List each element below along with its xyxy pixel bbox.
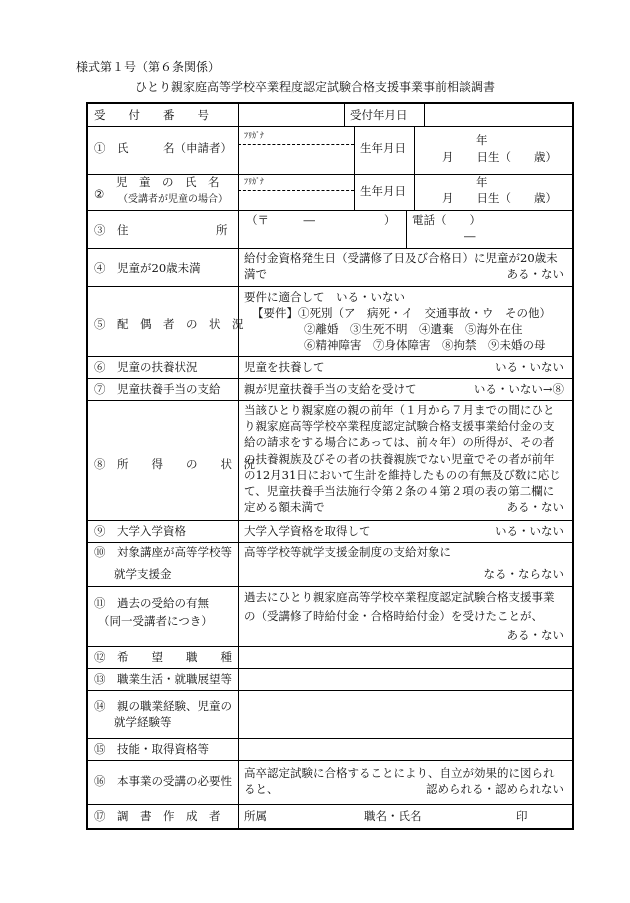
spouse-requirements-line3: ②離婚 ③生死不明 ④遺棄 ⑤海外在住 — [304, 322, 523, 336]
past-line1: 過去にひとり親家庭高等学校卒業程度認定試験合格支援事業 — [244, 590, 555, 604]
applicant-furigana-label: ﾌﾘｶﾞﾅ — [244, 131, 264, 140]
child-divider-2 — [414, 174, 415, 210]
child-age-answer: ある・ない — [506, 267, 564, 281]
child-name-note: （受講者が児童の場合） — [118, 194, 228, 205]
support-text: 児童を扶養して — [244, 360, 325, 374]
past-receipt-label: ⑪ 過去の受給の有無 — [94, 596, 209, 610]
row-divider — [88, 126, 572, 127]
allowance-answer: いる・いない→⑧ — [473, 382, 564, 396]
skills-label: ⑮ 技能・取得資格等 — [94, 742, 209, 756]
past-line2: の（受講修了時給付金・合格時給付金）を受けたことが、 — [244, 609, 543, 623]
child-furigana-label: ﾌﾘｶﾞﾅ — [244, 177, 264, 186]
allowance-text: 親が児童扶養手当の支給を受けて — [244, 382, 417, 396]
row-divider — [88, 520, 572, 521]
past-answer: ある・ない — [506, 628, 564, 642]
address-divider — [406, 210, 407, 248]
support-answer: いる・いない — [495, 360, 564, 374]
address-label-end: 所 — [216, 223, 228, 237]
support-status-label: ⑥ 児童の扶養状況 — [94, 360, 198, 374]
child-month-day: 月 日生（ 歳） — [442, 191, 557, 205]
reception-date-label: 受付年月日 — [350, 108, 408, 122]
income-line: て、児童扶養手当法施行令第２条の４第２項の表の第二欄に — [244, 484, 555, 499]
university-text: 大学入学資格を取得して — [244, 524, 371, 538]
course-label-line2: 就学支援金 — [114, 567, 172, 581]
applicant-dob-label: 生年月日 — [360, 141, 406, 155]
experience-label-line2: 就学経験等 — [114, 715, 172, 729]
author-title-name: 職名・氏名 — [364, 809, 422, 823]
row-divider — [88, 210, 572, 211]
row-divider — [88, 668, 572, 669]
furigana-dashed-line — [238, 190, 354, 191]
allowance-label: ⑦ 児童扶養手当の支給 — [94, 382, 221, 396]
row-divider — [88, 738, 572, 739]
applicant-month-day: 月 日生（ 歳） — [442, 150, 557, 164]
income-line: の12月31日において生計を維持したものの有無及び数に応じ — [244, 467, 561, 482]
university-label: ⑨ 大学入学資格 — [94, 524, 186, 538]
form-number: 様式第１号（第６条関係） — [76, 60, 221, 74]
row-divider — [88, 378, 572, 379]
document-title: ひとり親家庭高等学校卒業程度認定試験合格支援事業事前相談調書 — [134, 80, 495, 94]
applicant-divider-2 — [414, 126, 415, 174]
income-line: 給の請求をする場合にあっては、前々年）の所得が、その者 — [244, 435, 555, 450]
child-name-label: 児 童 の 氏 名 — [116, 175, 220, 189]
course-text: 高等学校等就学支援金制度の支給対象に — [244, 545, 451, 559]
child-age-line1: 給付金資格発生日（受講修了日及び合格日）に児童が20歳未 — [244, 251, 558, 265]
income-answer: ある・ない — [506, 500, 564, 514]
income-line: の扶養親族及びその者の扶養親族でない児童でその者が前年 — [244, 451, 555, 466]
necessity-line2: ると、 — [244, 782, 279, 796]
child-age-label: ④ 児童が20歳未満 — [94, 261, 201, 275]
postal-code-field: （〒 ― ） — [246, 213, 396, 227]
university-answer: いる・いない — [495, 524, 564, 538]
row-divider — [88, 760, 572, 761]
author-affiliation: 所属 — [244, 809, 267, 823]
row-divider — [88, 690, 572, 691]
child-divider-1 — [354, 174, 355, 210]
experience-label: ⑭ 親の職業経験、児童の — [94, 699, 232, 713]
spouse-line1: 要件に適合して いる・いない — [244, 290, 405, 304]
necessity-label: ⑯ 本事業の受講の必要性 — [94, 774, 232, 788]
course-label: ⑩ 対象講座が高等学校等 — [94, 545, 232, 559]
applicant-divider-1 — [354, 126, 355, 174]
past-receipt-note: （同一受講者につき） — [98, 614, 213, 628]
row-divider — [88, 542, 572, 543]
spouse-requirements: 【要件】①死別（ア 病死・イ 交通事故・ウ その他） — [252, 306, 551, 320]
consultation-form — [86, 102, 574, 830]
author-seal: 印 — [516, 809, 528, 823]
child-year: 年 — [476, 175, 488, 189]
income-line: 定める額未満で — [244, 500, 325, 515]
row-divider — [88, 286, 572, 287]
income-line: り親家庭高等学校卒業程度認定試験合格支援事業給付金の支 — [244, 419, 555, 434]
row-divider — [88, 356, 572, 357]
phone-field: 電話（ ） — [412, 213, 481, 227]
reception-divider-1 — [344, 104, 345, 126]
income-line: 当該ひとり親家庭の親の前年（１月から７月までの間にひと — [244, 403, 555, 417]
author-label: ⑰ 調 書 作 成 者 — [94, 809, 221, 823]
applicant-name-label: ① 氏 名（申請者） — [94, 141, 232, 155]
income-status-label: ⑧ 所 得 の 状 況 — [94, 457, 255, 471]
spouse-status-label: ⑤ 配 偶 者 の 状 況 — [94, 317, 244, 331]
furigana-dashed-line — [238, 144, 354, 145]
child-age-line2: 満で — [244, 267, 267, 281]
reception-divider-2 — [424, 104, 425, 126]
address-label: ③ 住 — [94, 223, 129, 237]
row-divider — [88, 248, 572, 249]
phone-dash: ― — [464, 229, 476, 243]
course-answer: なる・ならない — [483, 567, 564, 581]
row-divider — [88, 400, 572, 401]
career-outlook-label: ⑬ 職業生活・就職展望等 — [94, 672, 232, 686]
child-number: ② — [94, 187, 105, 201]
row-divider — [88, 646, 572, 647]
necessity-answer: 認められる・認められない — [426, 782, 564, 796]
applicant-year: 年 — [476, 133, 488, 147]
desired-job-label: ⑫ 希 望 職 種 — [94, 650, 232, 664]
spouse-requirements-line4: ⑥精神障害 ⑦身体障害 ⑧拘禁 ⑨未婚の母 — [304, 338, 546, 352]
reception-number-label: 受 付 番 号 — [94, 108, 209, 122]
row-divider — [88, 586, 572, 587]
row-divider — [88, 804, 572, 805]
child-dob-label: 生年月日 — [360, 184, 406, 198]
necessity-line1: 高卒認定試験に合格することにより、自立が効果的に図られ — [244, 766, 555, 780]
